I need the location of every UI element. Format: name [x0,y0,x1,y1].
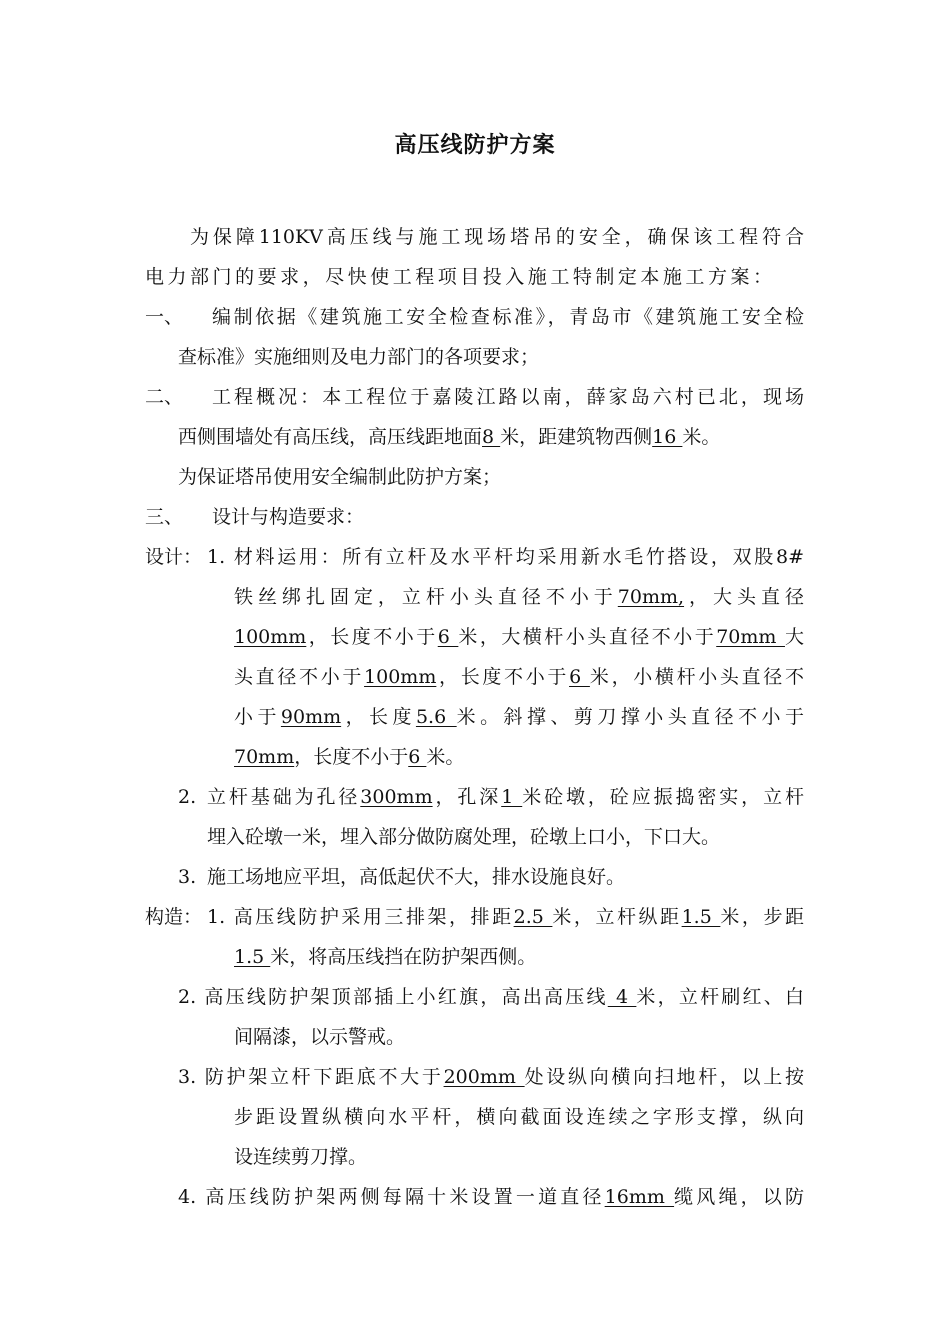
value: 200mm [443,1066,525,1088]
value: 70mm, [617,586,685,608]
design-item-1-line-5 [234,708,804,727]
value: 70mm [234,746,295,768]
value: 5.6 [415,706,457,728]
text: 米，步距 [720,906,804,928]
value: 6 [408,746,427,768]
design-label: 设计： [145,546,203,568]
value: 100mm [234,626,307,648]
text: ，孔深 [432,786,502,808]
design-item-3-line-1: 施工场地应平坦，高低起伏不大，排水设施良好。 [207,866,626,888]
value: 6 [437,626,459,648]
text: 缆风绳，以防 [674,1186,804,1208]
distance-to-building-value: 16 [652,426,683,448]
value: 1 [501,786,523,808]
design-item-1-line-6 [234,748,464,767]
text: 米，距建筑物西侧 [500,426,653,448]
section-1-number: 一、 [145,306,184,328]
construct-label: 构造： [145,906,203,928]
section-3-number: 三、 [145,506,184,528]
text: ，长度不小于 [306,626,438,648]
text: ，大头直径 [684,586,804,608]
construct-item-3-line-2: 步距设置纵横向水平杆，横向截面设连续之字形支撑，纵向 [234,1106,804,1128]
value: 16mm [604,1186,675,1208]
section-2-line-1: 工程概况：本工程位于嘉陵江路以南，薛家岛六村已北，现场 [212,386,804,408]
text: 3. 防护架立杆下距底不大于 [178,1066,444,1088]
text: 米，小横杆小头直径不 [589,666,804,688]
text: 4. 高压线防护架两侧每隔十米设置一道直径 [178,1186,605,1208]
value: 2.5 [513,906,553,928]
section-1-line-1: 编制依据《建筑施工安全检查标准》，青岛市《建筑施工安全检 [212,306,804,328]
text: 大 [784,626,804,648]
design-item-2-number: 2. [178,786,197,808]
text: 立杆基础为孔径 [207,786,361,808]
construct-item-3-line-1 [178,1068,804,1087]
value: 100mm [364,666,437,688]
design-item-1-line-1: 1. 材料运用：所有立杆及水平杆均采用新水毛竹搭设，双股8# [207,546,804,568]
design-item-2-line-2: 埋入砼墩一米，埋入部分做防腐处理，砼墩上口小，下口大。 [207,826,721,848]
design-item-3-number: 3. [178,866,197,888]
construct-item-3-line-3: 设连续剪刀撑。 [234,1146,368,1168]
text: ，长度 [341,706,416,728]
document-title: 高压线防护方案 [394,132,556,158]
design-item-1-line-2 [234,588,804,607]
section-2-line-3: 为保证塔吊使用安全编制此防护方案； [178,466,502,488]
text: 米。斜撑、剪刀撑小头直径不小于 [456,706,804,728]
text: 处设纵向横向扫地杆，以上按 [524,1066,804,1088]
text: 头直径不小于 [234,666,365,688]
text: ，长度不小于 [436,666,570,688]
construct-item-1-line-1 [207,908,804,927]
distance-to-ground-value: 8 [482,426,501,448]
text: 米，将高压线挡在防护架西侧。 [270,946,537,968]
text: 2. 高压线防护架顶部插上小红旗，高出高压线 [178,986,608,1008]
design-item-2-line-1 [207,788,804,807]
text: 米。 [682,426,721,448]
text: 米。 [426,746,465,768]
section-3-title: 设计与构造要求： [212,506,365,528]
text: 小于 [234,706,281,728]
value: 90mm [280,706,342,728]
text: 西侧围墙处有高压线，高压线距地面 [178,426,483,448]
text: 米，立杆刷红、白 [636,986,804,1008]
value: 6 [569,666,590,688]
text: 米砼墩，砼应振捣密实，立杆 [522,786,804,808]
intro-line-2: 电力部门的要求，尽快使工程项目投入施工特制定本施工方案： [145,266,772,288]
value: 4 [607,986,637,1008]
text: 米，立杆纵距 [552,906,682,928]
section-1-line-2: 查标准》实施细则及电力部门的各项要求； [178,346,540,368]
construct-item-2-line-2: 间隔漆，以示警戒。 [234,1026,406,1048]
section-2-number: 二、 [145,386,184,408]
intro-line-1: 为保障110KV高压线与施工现场塔吊的安全，确保该工程符合 [190,226,804,248]
text: 铁丝绑扎固定，立杆小头直径不小于 [234,586,618,608]
design-item-1-line-3 [234,628,804,647]
construct-item-2-line-1 [178,988,804,1007]
value: 1.5 [681,906,721,928]
value: 70mm [716,626,785,648]
design-item-1-line-4 [234,668,804,687]
text: ，长度不小于 [294,746,409,768]
section-2-line-2 [178,428,720,447]
value: 300mm [360,786,433,808]
text: 1. 高压线防护采用三排架，排距 [207,906,514,928]
construct-item-4-line-1 [178,1188,804,1207]
text: 米，大横杆小头直径不小于 [458,626,717,648]
construct-item-1-line-2 [234,948,536,967]
value: 1.5 [234,946,271,968]
